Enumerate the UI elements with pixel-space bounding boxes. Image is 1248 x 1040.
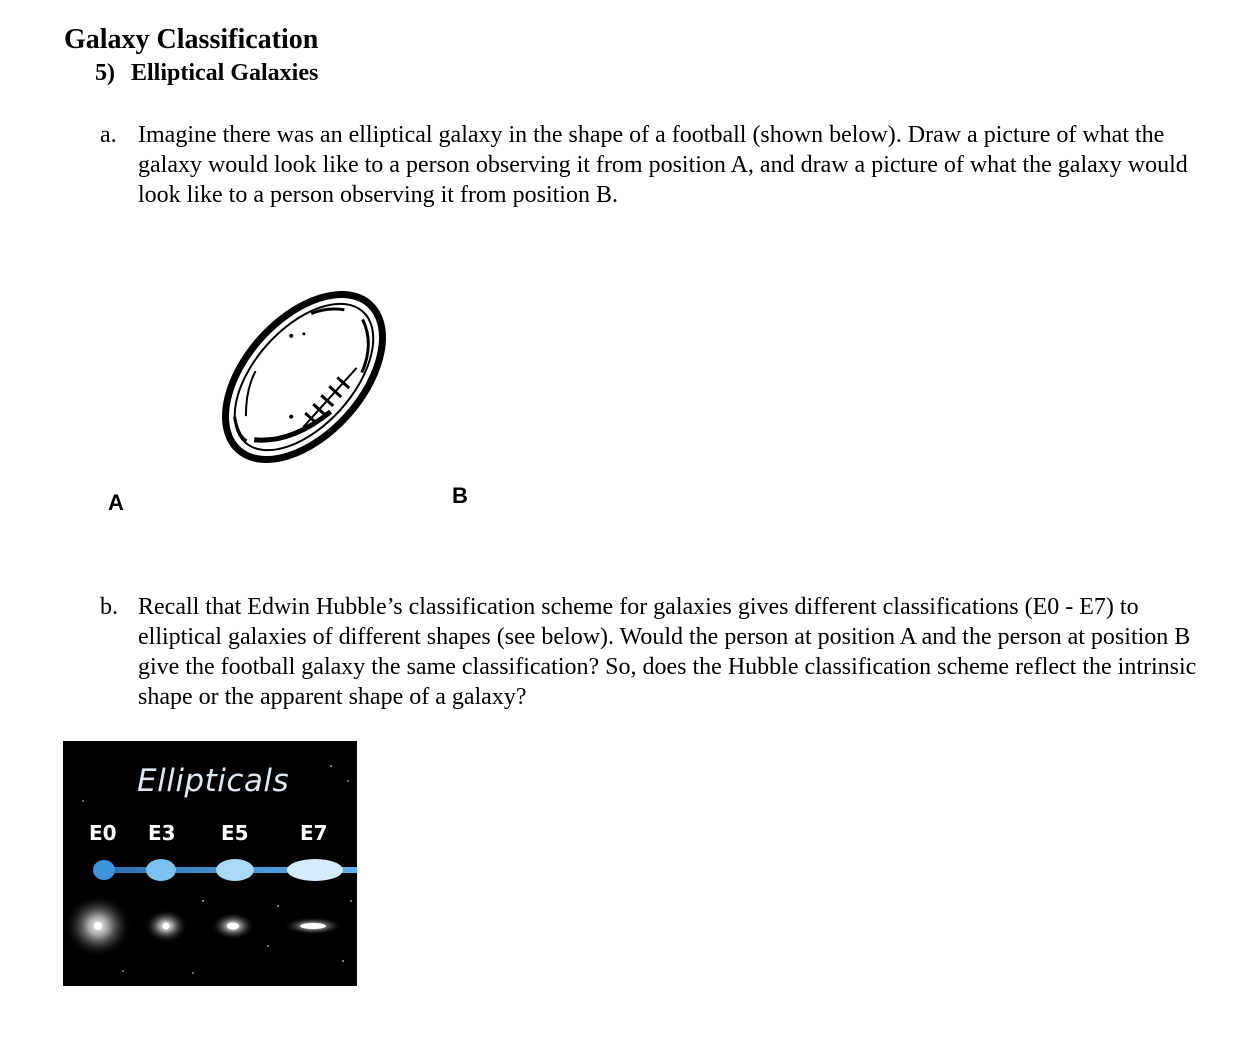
section-number: 5) (95, 60, 115, 86)
hubble-ellipticals-figure (63, 741, 357, 986)
class-label-e0: E0 (89, 821, 117, 845)
class-label-e5: E5 (221, 821, 249, 845)
hubble-symbol-e0 (93, 860, 115, 880)
question-a-marker: a. (100, 122, 117, 148)
class-label-e3: E3 (148, 821, 176, 845)
position-a-label: A (108, 490, 124, 515)
question-b-marker: b. (100, 594, 118, 620)
section-heading (95, 60, 318, 87)
hubble-symbol-e5 (216, 859, 254, 881)
football-galaxy-illustration (206, 282, 406, 472)
hubble-symbol-e7 (287, 859, 343, 881)
question-b (100, 592, 1200, 722)
hubble-symbol-e3 (146, 859, 176, 881)
hubble-heading: Ellipticals (137, 763, 290, 799)
position-b-label: B (452, 483, 468, 508)
class-label-e7: E7 (300, 821, 328, 845)
question-a (100, 120, 1200, 220)
question-a-text: Imagine there was an elliptical galaxy in the shape of a football (shown below). Draw a picture of what the galaxy would look like to a person observing it from position A, and draw a picture of what the galaxy would look like to a person observing it from position B. (138, 122, 1188, 208)
section-title: Elliptical Galaxies (131, 60, 319, 86)
question-b-text: Recall that Edwin Hubble’s classification scheme for galaxies gives different classifications (E0 - E7) to elliptical galaxies of different shapes (see below). Would the person at position A and the person at position B give the football galaxy the same classification? So, does the Hubble classification scheme reflect the intrinsic shape or the apparent shape of a galaxy? (138, 594, 1197, 710)
page-title: Galaxy Classification (64, 24, 319, 55)
